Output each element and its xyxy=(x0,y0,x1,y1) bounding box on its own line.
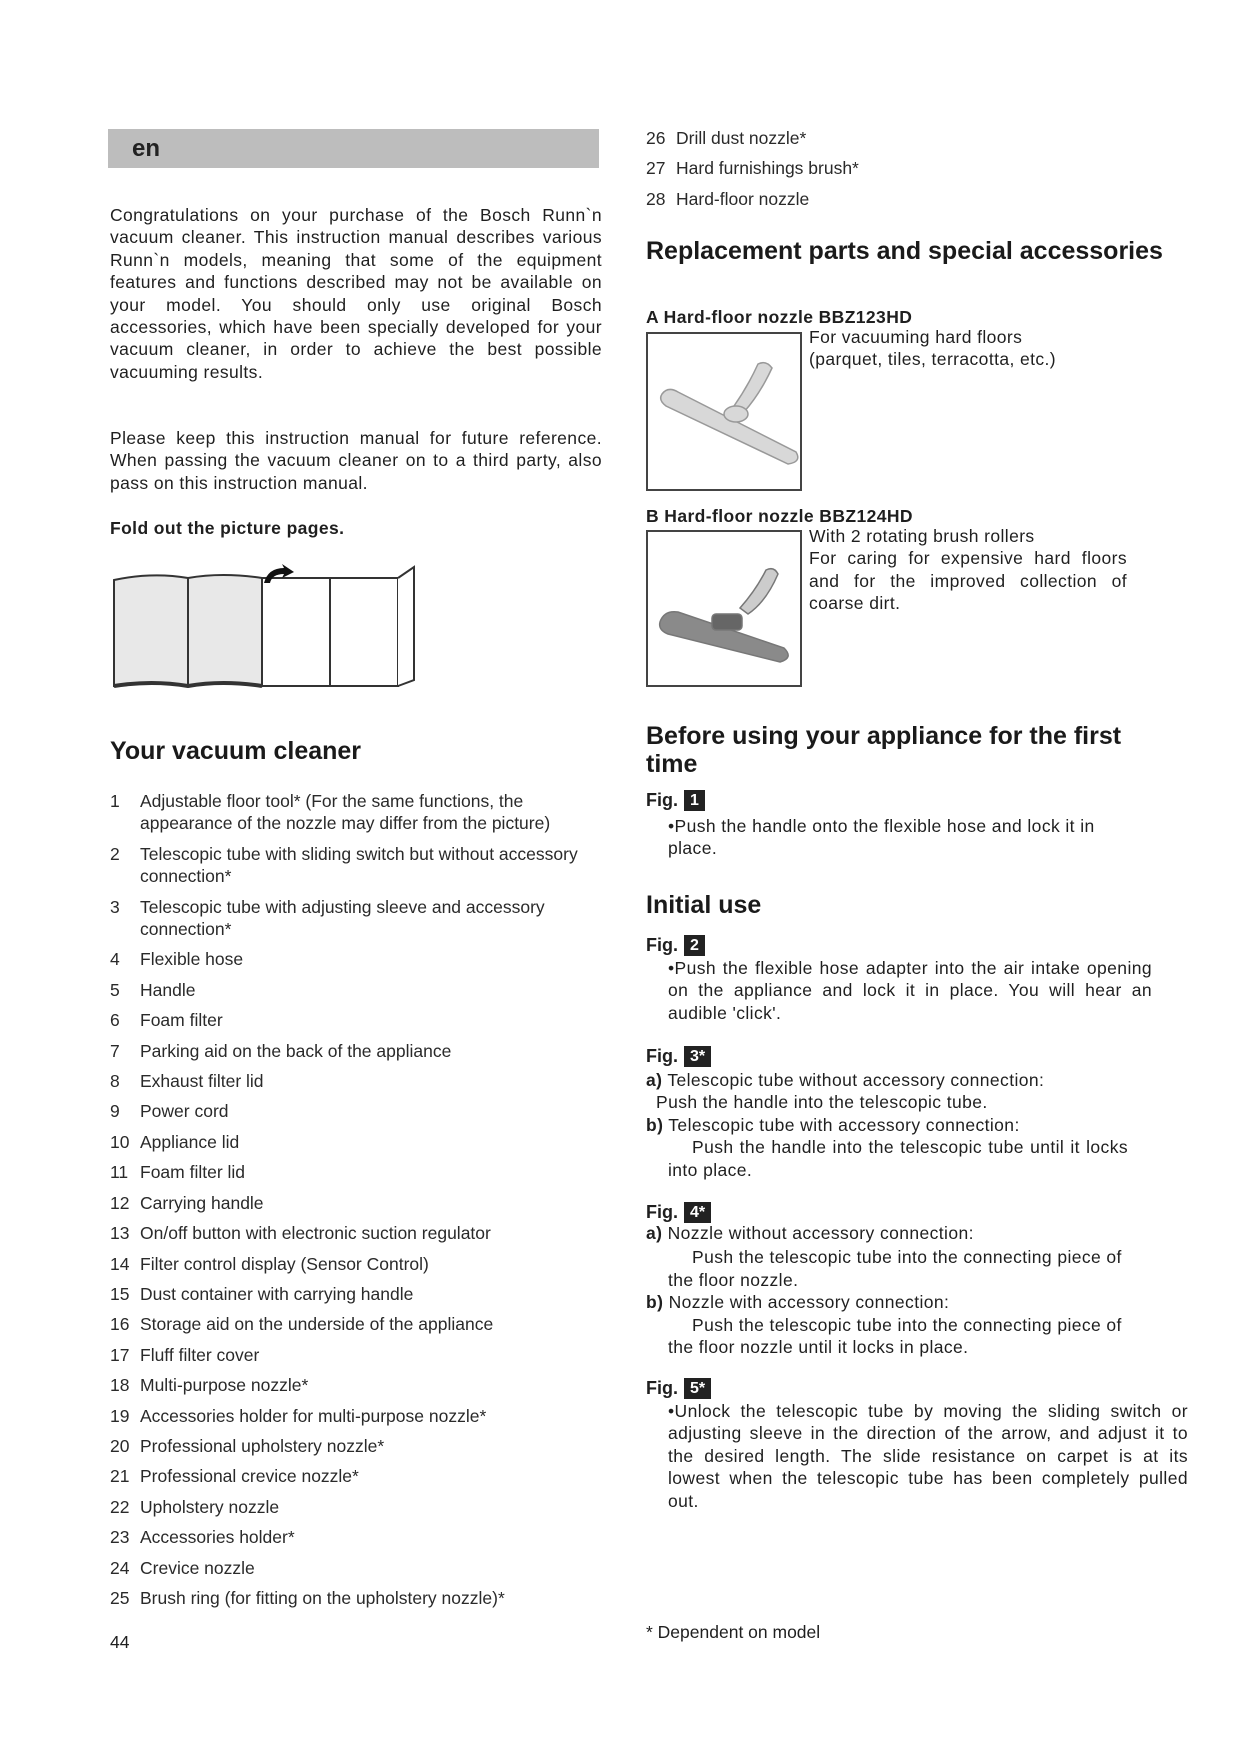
fig-label: Fig. xyxy=(646,1046,678,1066)
step-b-key: b) xyxy=(646,1114,664,1135)
item-label: Accessories holder for multi-purpose nozzle* xyxy=(140,1405,487,1426)
item-number: 28 xyxy=(646,188,666,209)
step-a-key: a) xyxy=(646,1070,663,1090)
fig-label: Fig. xyxy=(646,935,678,955)
accessory-b-image xyxy=(646,530,802,687)
list-item xyxy=(646,157,1126,179)
fig-number-badge: 4* xyxy=(684,1202,711,1223)
fig-number-badge: 3* xyxy=(684,1046,711,1067)
list-item xyxy=(110,1344,580,1366)
item-label: Power cord xyxy=(140,1101,229,1122)
list-item xyxy=(646,127,1126,149)
item-number: 22 xyxy=(110,1496,130,1517)
accessory-a-label: A Hard-floor nozzle BBZ123HD xyxy=(646,307,913,327)
item-number: 8 xyxy=(110,1071,120,1092)
list-item xyxy=(110,1192,580,1214)
before-use-instruction: •Push the handle onto the flexible hose and lock it in place. xyxy=(668,816,1095,859)
item-label: Appliance lid xyxy=(140,1131,240,1152)
item-number: 1 xyxy=(110,791,120,811)
fig5-instruction: •Unlock the telescopic tube by moving the sliding switch or adjusting sleeve in the direction of the arrow, and adjust it to the desired length. The slide resistance on carpet is at its lowest when the telescopic tube has been completely pulled out. xyxy=(668,1401,1188,1511)
item-number: 20 xyxy=(110,1435,130,1456)
figure-ref-1 xyxy=(646,790,705,811)
intro-paragraph: Congratulations on your purchase of the Bosch Runn`n vacuum cleaner. This instruction manual describes various Runn`n models, meaning that some of the equipment features and functions described may not be available on your model. You should only use original Bosch accessories, which have been specially developed for your vacuum cleaner, in order to achieve the best possible vacuuming results. xyxy=(110,205,602,382)
item-number: 16 xyxy=(110,1314,130,1335)
item-label: Telescopic tube with adjusting sleeve and accessory connection* xyxy=(140,896,545,940)
item-label: Professional upholstery nozzle* xyxy=(140,1435,385,1456)
list-item xyxy=(110,979,580,1001)
fig4-instructions xyxy=(646,1222,1166,1358)
item-label: Foam filter lid xyxy=(140,1162,246,1183)
accessory-b-label: B Hard-floor nozzle BBZ124HD xyxy=(646,506,913,526)
accessory-a-line1: For vacuuming hard floors xyxy=(809,327,1023,347)
list-item xyxy=(110,1131,580,1153)
step-a-text: Push the telescopic tube into the connecting piece of the floor nozzle. xyxy=(668,1247,1122,1290)
fig3-instructions xyxy=(646,1069,1166,1181)
item-number: 10 xyxy=(110,1131,130,1152)
step-b-text: Push the handle into the telescopic tube until it locks into place. xyxy=(668,1137,1128,1180)
item-number: 18 xyxy=(110,1375,130,1396)
accessory-a-description xyxy=(809,326,1189,371)
figure-ref-5 xyxy=(646,1378,711,1399)
step-a-title: Telescopic tube without accessory connection: xyxy=(667,1070,1045,1090)
footnote: * Dependent on model xyxy=(646,1622,821,1642)
step-b-key: b) xyxy=(646,1292,664,1313)
accessory-b-description xyxy=(809,525,1127,615)
item-number: 26 xyxy=(646,128,666,148)
list-item xyxy=(110,1587,580,1609)
item-label: Parking aid on the back of the appliance xyxy=(140,1040,452,1061)
fold-out-note: Fold out the picture pages. xyxy=(110,518,345,538)
item-number: 11 xyxy=(110,1162,129,1183)
item-label: Crevice nozzle xyxy=(140,1557,255,1578)
item-number: 6 xyxy=(110,1010,120,1031)
fig-number-badge: 2 xyxy=(684,935,705,956)
item-number: 4 xyxy=(110,949,120,970)
item-number: 23 xyxy=(110,1527,130,1548)
fig-label: Fig. xyxy=(646,1202,678,1222)
list-item xyxy=(646,188,1126,210)
list-item xyxy=(110,1496,580,1518)
section-title-your-vacuum-cleaner: Your vacuum cleaner xyxy=(110,737,362,765)
list-item xyxy=(110,1405,580,1427)
list-item xyxy=(110,843,580,888)
item-label: Hard furnishings brush* xyxy=(676,158,859,179)
item-label: Filter control display (Sensor Control) xyxy=(140,1253,429,1274)
item-label: Storage aid on the underside of the appliance xyxy=(140,1314,494,1335)
section-title-replacement-parts: Replacement parts and special accessories xyxy=(646,237,1163,265)
step-b-title: Nozzle with accessory connection: xyxy=(668,1292,950,1313)
item-label: Upholstery nozzle xyxy=(140,1496,280,1517)
item-number: 17 xyxy=(110,1344,130,1365)
accessory-a-image xyxy=(646,332,802,491)
step-b-title: Telescopic tube with accessory connection: xyxy=(668,1114,1020,1135)
list-item xyxy=(110,896,580,941)
item-label: Fluff filter cover xyxy=(140,1344,260,1365)
item-number: 7 xyxy=(110,1040,120,1061)
item-label: Handle xyxy=(140,979,196,1000)
list-item xyxy=(110,1557,580,1579)
item-label: Accessories holder* xyxy=(140,1527,295,1548)
item-number: 12 xyxy=(110,1192,130,1213)
step-b-text: Push the telescopic tube into the connecting piece of the floor nozzle until it locks in place. xyxy=(668,1314,1122,1358)
list-item xyxy=(110,1435,580,1457)
item-number: 9 xyxy=(110,1101,120,1122)
list-item xyxy=(110,948,580,970)
item-label: Flexible hose xyxy=(140,949,244,970)
list-item xyxy=(110,1253,580,1275)
fold-out-pages-illustration xyxy=(112,562,417,692)
section-title-before-first-use: Before using your appliance for the first time xyxy=(646,722,1122,778)
accessory-b-line2: For caring for expensive hard floors and for the improved collection of coarse dirt. xyxy=(809,548,1127,614)
item-number: 14 xyxy=(110,1253,130,1274)
list-item xyxy=(110,1070,580,1092)
list-item xyxy=(110,1465,580,1487)
item-label: Brush ring (for fitting on the upholstery nozzle)* xyxy=(140,1587,505,1608)
item-label: Multi-purpose nozzle* xyxy=(140,1375,309,1396)
list-item xyxy=(110,1313,580,1335)
figure-ref-2 xyxy=(646,935,705,956)
list-item xyxy=(110,1283,580,1305)
item-number: 19 xyxy=(110,1405,130,1426)
accessory-a-line2: (parquet, tiles, terracotta, etc.) xyxy=(809,349,1057,370)
item-label: Professional crevice nozzle* xyxy=(140,1466,359,1487)
item-number: 15 xyxy=(110,1283,130,1304)
accessory-b-line1: With 2 rotating brush rollers xyxy=(809,526,1035,546)
item-label: Hard-floor nozzle xyxy=(676,188,810,209)
list-item xyxy=(110,1009,580,1031)
parts-list xyxy=(110,790,580,1617)
item-number: 2 xyxy=(110,843,120,864)
list-item xyxy=(110,1526,580,1548)
item-number: 27 xyxy=(646,158,666,179)
item-number: 24 xyxy=(110,1557,130,1578)
list-item xyxy=(110,1222,580,1244)
list-item xyxy=(110,1100,580,1122)
item-number: 3 xyxy=(110,896,120,917)
item-label: Drill dust nozzle* xyxy=(676,128,807,148)
item-label: Foam filter xyxy=(140,1010,223,1031)
item-label: Carrying handle xyxy=(140,1192,264,1213)
section-title-initial-use: Initial use xyxy=(646,891,762,919)
fig2-instruction: •Push the flexible hose adapter into the air intake opening on the appliance and lock it in place. You will hear an audible 'click'. xyxy=(668,958,1152,1023)
item-label: Dust container with carrying handle xyxy=(140,1283,414,1304)
figure-ref-3 xyxy=(646,1046,711,1067)
parts-list-continued xyxy=(646,127,1126,218)
list-item xyxy=(110,790,580,835)
step-a-text: Push the handle into the telescopic tube. xyxy=(656,1092,988,1113)
item-number: 25 xyxy=(110,1587,130,1608)
item-label: Telescopic tube with sliding switch but without accessory connection* xyxy=(140,843,578,887)
list-item xyxy=(110,1040,580,1062)
list-item xyxy=(110,1374,580,1396)
figure-ref-4 xyxy=(646,1202,711,1223)
fig-number-badge: 1 xyxy=(684,790,705,811)
fig-label: Fig. xyxy=(646,790,678,810)
list-item xyxy=(110,1161,580,1183)
step-a-title: Nozzle without accessory connection: xyxy=(667,1223,974,1243)
item-number: 5 xyxy=(110,979,120,1000)
step-a-key: a) xyxy=(646,1223,663,1243)
fig-label: Fig. xyxy=(646,1378,678,1398)
item-number: 13 xyxy=(110,1223,130,1244)
fig-number-badge: 5* xyxy=(684,1378,711,1399)
item-label: Exhaust filter lid xyxy=(140,1071,264,1092)
language-code: en xyxy=(132,135,161,162)
item-label: Adjustable floor tool* (For the same functions, the appearance of the nozzle may differ from the picture) xyxy=(140,791,551,834)
language-header-bar xyxy=(108,129,599,168)
page-number: 44 xyxy=(110,1632,130,1652)
keep-manual-paragraph: Please keep this instruction manual for future reference. When passing the vacuum cleaner on to a third party, also pass on this instruction manual. xyxy=(110,428,602,493)
item-label: On/off button with electronic suction regulator xyxy=(140,1223,491,1244)
item-number: 21 xyxy=(110,1466,130,1487)
